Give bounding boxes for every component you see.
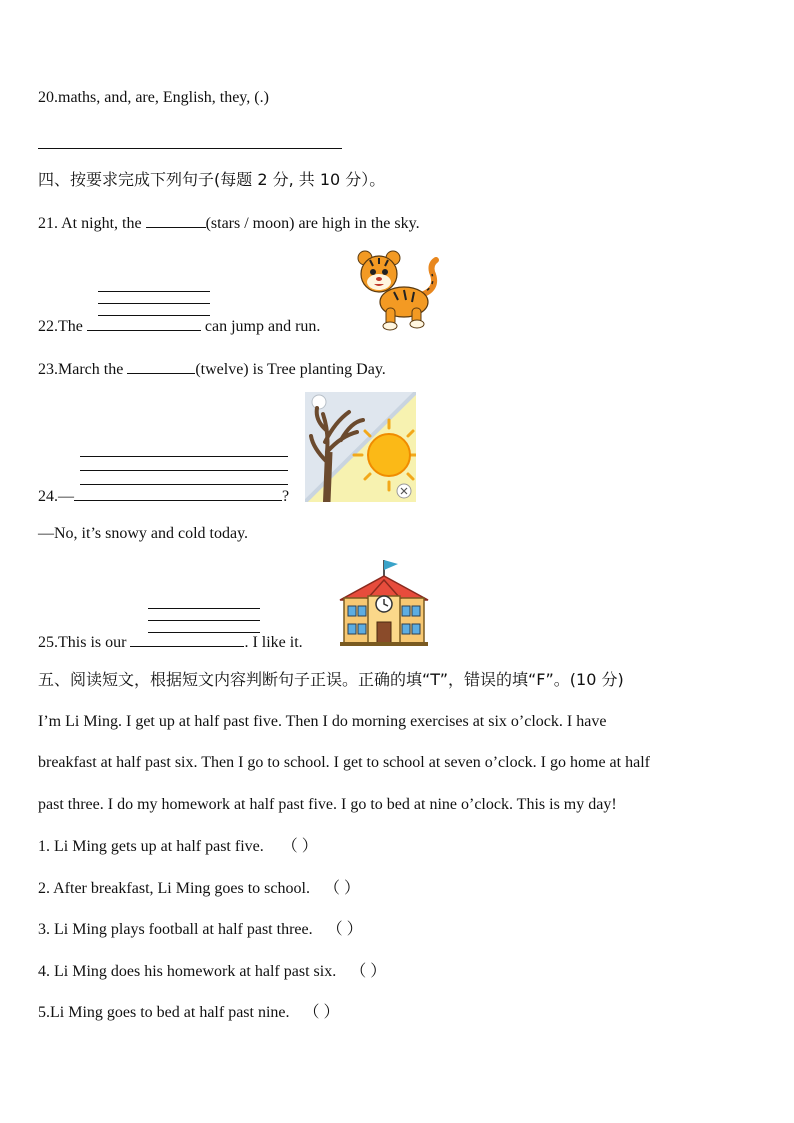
tf-item-text: 4. Li Ming does his homework at half past six. [38,963,337,980]
tf-item-5 [38,1003,340,1023]
q24-text-before: 24.— [38,488,74,505]
q25-text-after: . I like it. [244,634,303,651]
q24-text-after: ? [282,488,290,505]
q24-writing-line [80,470,288,471]
q23-blank [127,359,195,374]
q22-blank [87,316,201,331]
q23-text-before: 23.March the [38,361,128,378]
q25-writing-line [148,620,260,621]
tf-answer-box[interactable]: （ ） [281,838,318,855]
passage-line-3: past three. I do my homework at half past five. I go to bed at nine o’clock. This is my day! [38,796,617,813]
tf-item-1 [38,837,318,857]
q22-text-after: can jump and run. [200,318,321,335]
tf-item-text: 2. After breakfast, Li Ming goes to school. [38,880,310,897]
question-24 [38,486,289,507]
q22-text-before: 22.The [38,318,87,335]
q25-blank [130,632,244,647]
section-4-heading: 四、按要求完成下列句子(每题 2 分, 共 10 分）。 [38,170,386,189]
tf-item-4 [38,962,386,982]
tf-answer-box[interactable]: （ ） [326,921,363,938]
q24-writing-line [80,484,288,485]
passage-line-2: breakfast at half past six. Then I go to school. I get to school at seven o’clock. I go home at half [38,754,650,771]
tf-item-2 [38,879,360,899]
tf-item-3 [38,920,363,940]
q22-writing-line [98,303,210,304]
passage-line-1: I’m Li Ming. I get up at half past five. Then I do morning exercises at six o’clock. I have [38,713,607,730]
question-20: 20.maths, and, are, English, they, (.) [38,89,269,106]
q20-answer-line [38,148,342,149]
section-5-heading: 五、阅读短文，根据短文内容判断句子正误。正确的填“T”，错误的填“F”。(10 分) [38,670,624,689]
tiger-icon [356,250,442,332]
q21-text-after: (stars / moon) are high in the sky. [205,215,420,232]
tf-item-text: 1. Li Ming gets up at half past five. [38,838,264,855]
tf-item-text: 3. Li Ming plays football at half past three. [38,921,313,938]
question-23 [38,359,386,380]
q25-writing-line [148,608,260,609]
tf-answer-box[interactable]: （ ） [323,880,360,897]
q22-writing-line [98,291,210,292]
q21-blank [146,213,206,228]
question-21 [38,213,420,234]
q21-text-before: 21. At night, the [38,215,146,232]
winter-summer-weather-icon [305,392,416,502]
q24-answer-sentence: —No, it’s snowy and cold today. [38,525,249,542]
question-22 [38,316,320,337]
q23-text-after: (twelve) is Tree planting Day. [195,361,386,378]
tf-answer-box[interactable]: （ ） [303,1004,340,1021]
tf-answer-box[interactable]: （ ） [350,963,387,980]
q24-blank [74,486,282,501]
school-building-icon [338,558,430,646]
q24-writing-line [80,456,288,457]
question-25 [38,632,303,653]
q25-text-before: 25.This is our [38,634,131,651]
tf-item-text: 5.Li Ming goes to bed at half past nine. [38,1004,290,1021]
